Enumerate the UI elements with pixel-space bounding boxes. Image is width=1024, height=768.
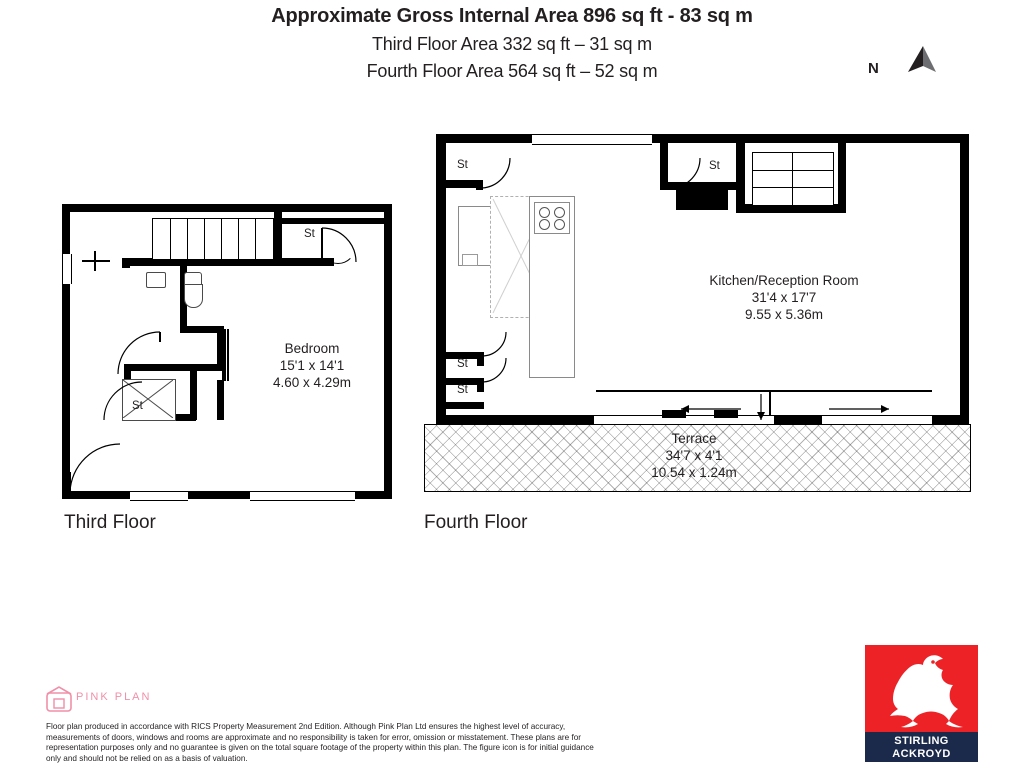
terrace-metric: 10.54 x 1.24m bbox=[651, 465, 737, 480]
disclaimer-text: Floor plan produced in accordance with RICS Property Measurement 2nd Edition. Although Pink Plan Ltd ensures the highest level of accuracy, measurements of doors, windows and rooms are approximate and no responsibility is taken for error, omission or misstatement. These plans are for representation purposes only and no guarantee is given on the total square footage of the property within this plan. The figure icon is for initial guidance only and should not be relied on as a basis of valuation. bbox=[46, 722, 594, 763]
toilet-icon bbox=[184, 284, 203, 308]
storage-label-2: St bbox=[709, 160, 720, 172]
kitchen-metric: 9.55 x 5.36m bbox=[744, 307, 824, 322]
bedroom-label bbox=[242, 340, 382, 391]
entry-mark-2 bbox=[94, 251, 96, 271]
wall-bedroom-fin bbox=[222, 329, 226, 381]
window-bottom-right bbox=[250, 491, 355, 501]
wall-hall-right bbox=[274, 204, 282, 266]
hob-icon bbox=[534, 202, 570, 234]
wall-top bbox=[436, 134, 969, 143]
sink-icon bbox=[146, 272, 166, 288]
third-floor-caption: Third Floor bbox=[64, 512, 156, 533]
stirling-ackroyd-logo bbox=[865, 645, 978, 762]
storage-label-4: St bbox=[457, 384, 468, 396]
storage-label-2: St bbox=[132, 400, 143, 412]
kitchen-reception-label bbox=[604, 272, 964, 323]
kitchen-name: Kitchen/Reception Room bbox=[709, 273, 859, 288]
wall-stair-left bbox=[736, 143, 745, 213]
wall-right bbox=[384, 204, 392, 499]
door-stop-1 bbox=[662, 410, 686, 418]
window-top bbox=[532, 134, 652, 145]
door-store-tm bbox=[668, 154, 702, 190]
logo-wordmark bbox=[865, 732, 978, 762]
page-title: Approximate Gross Internal Area 896 sq ft - 83 sq m bbox=[271, 5, 753, 27]
wall-stair-right bbox=[838, 143, 846, 213]
compass-icon bbox=[868, 44, 938, 84]
logo-line-1: STIRLING bbox=[894, 735, 949, 747]
wall-closet-right bbox=[217, 380, 224, 420]
sliding-door-arrow-right bbox=[824, 402, 894, 416]
griffin-icon bbox=[865, 645, 978, 733]
wall-left bbox=[436, 134, 446, 424]
door-arrow-down bbox=[754, 392, 768, 424]
window-bottom-left bbox=[130, 491, 188, 501]
kitchen-imperial: 31'4 x 17'7 bbox=[751, 290, 817, 305]
terrace-imperial: 34'7 x 4'1 bbox=[665, 448, 723, 463]
door-store-bl bbox=[478, 356, 508, 384]
wall-store-bl-bottom bbox=[446, 402, 484, 409]
entry-mark-1 bbox=[82, 260, 110, 262]
terrace-name: Terrace bbox=[671, 431, 717, 446]
pink-plan-brand: PINK PLAN bbox=[76, 691, 152, 703]
door-store-tl bbox=[478, 154, 512, 190]
third-floor-plan bbox=[62, 204, 392, 499]
door-entry bbox=[68, 442, 128, 494]
bedroom-metric: 4.60 x 4.29m bbox=[272, 375, 352, 390]
fourth-floor-caption: Fourth Floor bbox=[424, 512, 528, 533]
third-floor-area-text: Third Floor Area 332 sq ft – 31 sq m bbox=[372, 34, 652, 54]
fourth-floor-plan bbox=[424, 134, 969, 494]
bedroom-name: Bedroom bbox=[284, 341, 340, 356]
staircase bbox=[152, 218, 274, 260]
door-store-ml bbox=[478, 330, 508, 358]
wall-bedroom-fin2 bbox=[227, 329, 229, 381]
fourth-floor-area-text: Fourth Floor Area 564 sq ft – 52 sq m bbox=[366, 61, 658, 81]
wall-top bbox=[62, 204, 392, 212]
door-store-upper bbox=[320, 226, 360, 266]
window-left bbox=[62, 254, 72, 284]
storage-label-3: St bbox=[457, 358, 468, 370]
staircase bbox=[752, 152, 834, 206]
storage-label-1: St bbox=[457, 159, 468, 171]
bedroom-imperial: 15'1 x 14'1 bbox=[279, 358, 345, 373]
terrace-label bbox=[574, 430, 814, 481]
pink-plan-logo-icon bbox=[46, 686, 72, 712]
wall-landing-block bbox=[676, 190, 728, 210]
door-bedroom bbox=[116, 330, 162, 376]
glazing-divider bbox=[769, 390, 771, 416]
storage-label-1: St bbox=[304, 228, 315, 240]
door-stop-2 bbox=[714, 410, 738, 418]
wall-store2-right bbox=[190, 364, 197, 420]
compass-north-label: N bbox=[868, 60, 879, 77]
appliance-dial-icon bbox=[462, 254, 478, 266]
wall-store-top bbox=[274, 218, 384, 224]
logo-line-2: ACKROYD bbox=[892, 748, 951, 760]
